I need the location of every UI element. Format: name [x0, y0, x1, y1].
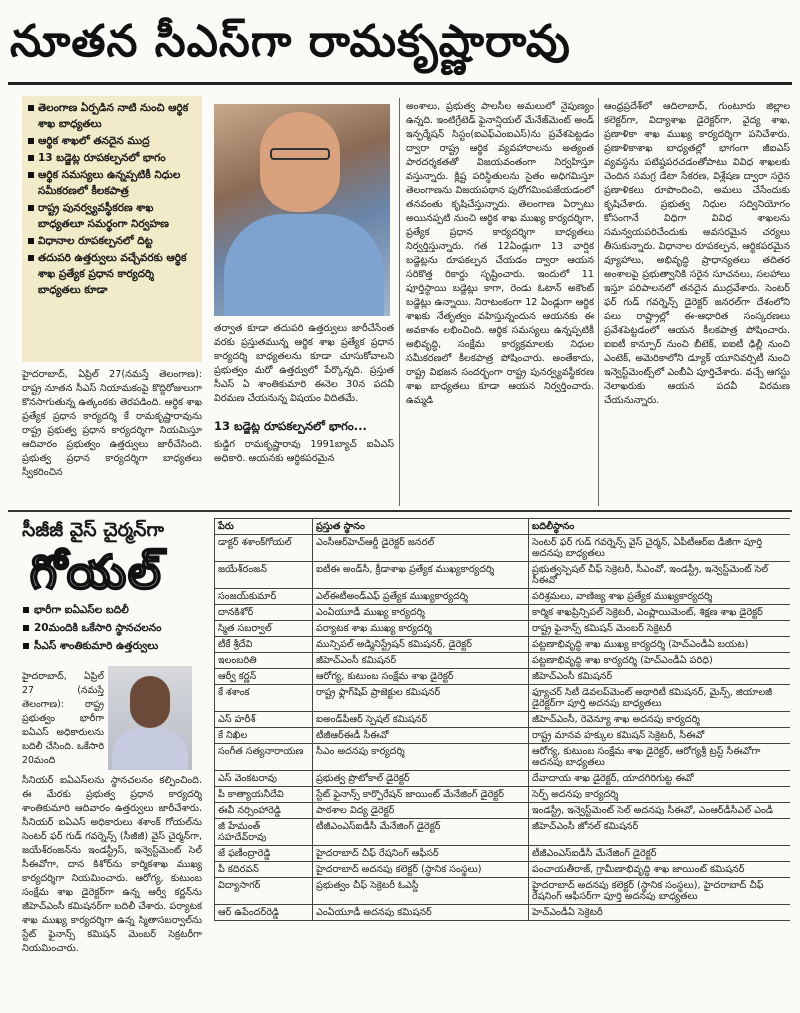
- table-cell: హైదరాబాద్ చీఫ్ రేషనింగ్ ఆఫీసర్: [313, 846, 529, 862]
- table-cell: ఫ్యూచర్ సిటీ డెవలప్‌మెంట్ అథారిటీ కమిషనర్, మైన్స్, జియాలజీ డైరెక్టర్‌గా పూర్తి అదనపు బాధ్యతలు: [529, 685, 791, 712]
- goyal-photo: [108, 666, 192, 770]
- table-cell: ఎంసీఆర్‌హెచ్ఆర్డీ డైరెక్టర్ జనరల్: [313, 535, 529, 562]
- table-header-cell: బదిలీస్థానం: [529, 519, 791, 535]
- table-cell: ప్రభుత్వస్పెషల్ చీఫ్ సెక్రెటరీ, సీఎంవో, ఇండస్ట్రీ, ఇన్వెస్ట్‌మెంట్ సెల్ సీఈవో: [529, 562, 791, 589]
- table-cell: జే ఫణీంద్రారెడ్డి: [215, 846, 313, 862]
- table-row: [215, 669, 791, 685]
- section2-title-line1: సీజీజీ వైస్ చైర్మన్‌గా: [22, 519, 164, 541]
- table-row: [215, 605, 791, 621]
- table-header-cell: ప్రస్తుత స్థానం: [313, 519, 529, 535]
- table-row: [215, 728, 791, 744]
- table-cell: రాష్ట్ర ఫైనాన్స్ కమిషన్ మెంబర్ సెక్రెటరీ: [529, 621, 791, 637]
- table-cell: పర్యాటక శాఖ ముఖ్య కార్యదర్శి: [313, 621, 529, 637]
- table-row: [215, 535, 791, 562]
- highlight-item: రాష్ట్ర పునర్వ్యవస్థీకరణ శాఖ బాధ్యతలూ సమర్థంగా నిర్వహణ: [26, 200, 198, 232]
- highlight-item: 13 బడ్జెట్ల రూపకల్పనలో భాగం: [26, 150, 198, 166]
- table-cell: పట్టణాభివృద్ధి శాఖ ముఖ్య కార్యదర్శి (హెచ్ఎండీఏ బయట): [529, 637, 791, 653]
- article-col1c: కుడ్డిగ రామకృష్ణారావు 1991బ్యాచ్ ఐఏఎస్ అధికారి. ఆయనకు ఆర్థికపరమైన: [214, 439, 394, 464]
- table-cell: ప్రభుత్వ ప్రొటోకాల్ డైరెక్టర్: [313, 771, 529, 787]
- highlights-list: [26, 100, 198, 298]
- highlight-item: విధానాల రూపకల్పనలో దిట్ట: [26, 233, 198, 249]
- table-row: [215, 712, 791, 728]
- table-cell: జీహెచ్ఎంసీ, రెవెన్యూ శాఖ అదనపు కార్యదర్శి: [529, 712, 791, 728]
- headline-rule: [8, 82, 792, 85]
- table-cell: కే శశాంక: [215, 685, 313, 712]
- table-cell: దేవాదాయ శాఖ డైరెక్టర్, యాదగిరిగుట్ట ఈవో: [529, 771, 791, 787]
- table-cell: ఈవీ నర్సింహారెడ్డి: [215, 803, 313, 819]
- table-row: [215, 621, 791, 637]
- table-row: [215, 878, 791, 905]
- table-cell: కార్మిక శాఖప్రిన్సిపల్ సెక్రెటరీ, ఎంప్లాయిమెంట్, శిక్షణ శాఖ డైరెక్టర్: [529, 605, 791, 621]
- highlights-box: [22, 96, 202, 362]
- table-cell: జీహెచ్ఎంసీ జోనల్ కమిషనర్: [529, 819, 791, 846]
- highlight-item: ఆర్థిక సమస్యలు ఉన్నప్పటికీ నిధుల సమీకరణలో కీలకపాత్ర: [26, 167, 198, 199]
- table-cell: ఎల్ఈటీఅండ్ఎఫ్ ప్రత్యేక ముఖ్యకార్యదర్శి: [313, 589, 529, 605]
- article-col2: అంశాలు, ప్రభుత్వ పాలసీల అమలులో నైపుణ్యం ఉన్నది. ఇంటిగ్రేటెడ్ ఫైనాన్షియల్ మేనేజ్‌మెంట్ అండ్ ఇన్ఫర్మేషన్ సిస్టం(ఐఎఫ్ఎంఐఎస్)ను ప్రవేశపెట్టడం ద్వారా రాష్ట్ర ఆర్థిక వ్యవహారాలను అత్యంత పారదర్శకతతో విజయవంతంగా నిర్వహిస్తూ వస్తున్నారు. క్లిష్ట పరిస్థితులను సైతం అధిగమిస్తూ తెలంగాణను విజయపథాన పురోగమింపజేయడంలో తనవంతు కృషిచేస్తున్నారు. తెలంగాణ ఏర్పాటు అయినప్పటి నుంచి ఆర్థిక శాఖ ముఖ్య కార్యదర్శిగా, ప్రత్యేక ప్రధాన కార్యదర్శిగా బాధ్యతలు నిర్వర్తిస్తున్నారు. గత 12ఏండ్లుగా 13 వార్షిక బడ్జెట్లను రూపకల్పన చేయడం ద్వారా ఆయన సరికొత్త రికార్డు సృష్టించారు. ఇందులో 11 పూర్తిస్థాయి బడ్జెట్లు కాగా, రెండు ఓటాన్ అకౌంట్ బడ్జెట్లు ఉన్నాయి. నిరాటంకంగా 12 ఏండ్లుగా ఆర్థిక శాఖకు నేతృత్వం వహిస్తున్నందున ఆయనకు ఈ అవకాశం లభించింది. ఆర్థిక సమస్యలు ఉన్నప్పటికీ అభివృద్ధి, సంక్షేమ కార్యక్రమాలకు నిధుల సమీకరణలో కీలకపాత్ర పోషించారు. అంతేకాదు, రాష్ట్ర విభజన సందర్భంగా రాష్ట్ర పునర్వ్యవస్థీకరణ శాఖ బాధ్యతలు కూడా ఆయన నిర్వర్తించారు. ఉమ్మడి: [406, 101, 594, 406]
- table-header-cell: పేరు: [215, 519, 313, 535]
- table-row: [215, 562, 791, 589]
- table-row: [215, 819, 791, 846]
- table-row: [215, 862, 791, 878]
- table-row: [215, 653, 791, 669]
- table-row: [215, 685, 791, 712]
- table-row: [215, 905, 791, 921]
- table-cell: ఎస్ వెంకటరావు: [215, 771, 313, 787]
- table-cell: సంగీత సత్యనారాయణ: [215, 744, 313, 771]
- article-col1b: తర్వాత కూడా తదుపరి ఉత్తర్వులు జారీచేసేంత వరకు ప్రస్తుతమున్న ఆర్థిక శాఖ ప్రత్యేక ప్రధాన కార్యదర్శి బాధ్యతలను కూడా చూసుకోవాలని ప్రభుత్వం మరో ఉత్తర్వులో పేర్కొన్నది. ప్రస్తుత సీఎస్ ఏ శాంతికుమారి ఈనెల 30న పదవీ విరమణ చేయనున్న విషయం విదితమే.: [214, 323, 394, 404]
- table-cell: ఆరోగ్య, కుటుంబ సంక్షేమ శాఖ డైరెక్టర్, ఆరోగ్యశ్రీ ట్రస్ట్ సీఈవోగా అదనపు బాధ్యతలు: [529, 744, 791, 771]
- highlight-item: తెలంగాణ ఏర్పడిన నాటి నుంచి ఆర్థిక శాఖ బాధ్యతలు: [26, 100, 198, 132]
- table-cell: ఆరోగ్య, కుటుంబ సంక్షేమ శాఖ డైరెక్టర్: [313, 669, 529, 685]
- table-row: [215, 589, 791, 605]
- table-row: [215, 846, 791, 862]
- table-cell: స్టేట్ ఫైనాన్స్ కార్పొరేషన్ జాయింట్ మేనేజింగ్ డైరెక్టర్: [313, 787, 529, 803]
- table-cell: టీజీఎంఎస్ఐడీసీ మేనేజింగ్ డైరెక్టర్: [529, 846, 791, 862]
- table-cell: మున్సిపల్ అడ్మినిస్ట్రేషన్ కమిషనర్, డైరెక్టర్: [313, 637, 529, 653]
- table-cell: ఐఅండ్‌పీఆర్ స్పెషల్ కమిషనర్: [313, 712, 529, 728]
- ramakrishna-rao-photo: [214, 104, 390, 316]
- section2-body-b: సీనియర్ ఐఏఎస్‌లను స్థానచలనం కల్పించింది. ఈ మేరకు ప్రభుత్వ ప్రధాన కార్యదర్శి శాంతికుమారి ఆదివారం ఉత్తర్వులు జారీచేశారు. సీనియర్ ఐఏఎస్ అధికారులు శశాంక్ గోయల్‌ను సెంటర్ ఫర్ గుడ్ గవర్నెన్స్ (సీజీజీ) వైస్ చైర్మన్‌గా, జయేశ్‌రంజన్‌ను ఇండస్ట్రీస్, ఇన్వెస్ట్‌మెంట్ సెల్ సీఈవోగా, దాన కిశోర్‌ను కార్మికశాఖ ముఖ్య కార్యదర్శిగా నియమించారు. ఆరోగ్య, కుటుంబ సంక్షేమ శాఖ డైరెక్టర్‌గా ఉన్న ఆర్వీ కర్ణన్‌ను జీహెచ్ఎంసీ కమిషనర్‌గా బదిలీ చేశారు. పర్యాటక శాఖ ముఖ్య కార్యదర్శిగా ఉన్న స్మితాసబర్వాల్‌ను స్టేట్ ఫైనాన్స్ కమిషన్ మెంబర్ సెక్రటరీగా నియమించారు.: [22, 775, 202, 954]
- table-cell: హెచ్ఎండీఏ సెక్రెటరీ: [529, 905, 791, 921]
- table-cell: ఎస్ హరీశ్: [215, 712, 313, 728]
- section-divider: [8, 510, 792, 512]
- table-cell: రాష్ట్ర మానవ హక్కుల కమిషన్ సెక్రెటరీ, సీఈవో: [529, 728, 791, 744]
- table-cell: స్మిత సబర్వాల్: [215, 621, 313, 637]
- table-cell: దానకిశోర్: [215, 605, 313, 621]
- table-cell: విద్యాసాగర్: [215, 878, 313, 905]
- table-cell: జీహెచ్ఎంసీ కమిషనర్: [313, 653, 529, 669]
- highlight-item: ఆర్థిక శాఖలో తనదైన ముద్ర: [26, 133, 198, 149]
- table-cell: ఆర్ ఉపేందర్‌రెడ్డి: [215, 905, 313, 921]
- table-cell: సీఎం అదనపు కార్యదర్శి: [313, 744, 529, 771]
- table-cell: ఆర్వీ కర్ణన్: [215, 669, 313, 685]
- table-row: [215, 787, 791, 803]
- table-cell: పీ కాత్యాయనీదేవి: [215, 787, 313, 803]
- section2-body-a: హైదరాబాద్, ఏప్రిల్ 27 (నమస్తే తెలంగాణ): రాష్ట్ర ప్రభుత్వం భారీగా ఐఏఎస్ అధికారులను బదిలీ చేసింది. ఒకేసారి 20మంది: [22, 671, 104, 766]
- article-col1: హైదరాబాద్, ఏప్రిల్ 27(నమస్తే తెలంగాణ): రాష్ట్ర నూతన సీఎస్ నియామకంపై కొద్దిరోజులుగా కొనసాగుతున్న ఉత్కంఠకు తెరపడింది. ఆర్థిక శాఖ ప్రత్యేక ప్రధాన కార్యదర్శి కే రామకృష్ణారావును రాష్ట్ర ప్రభుత్వ ప్రధాన కార్యదర్శిగా నియమిస్తూ ఆదివారం ప్రభుత్వం ఉత్తర్వులు జారీచేసింది. ప్రభుత్వ ప్రధాన కార్యదర్శిగా బాధ్యతలు స్వీకరించిన: [22, 369, 202, 478]
- transfers-table-wrap: [214, 518, 790, 1006]
- table-row: [215, 637, 791, 653]
- transfers-table: [214, 518, 790, 921]
- table-cell: కే నిఖిల: [215, 728, 313, 744]
- section2-title-line2: గోయల్: [30, 545, 163, 599]
- table-cell: జయేశ్‌రంజన్: [215, 562, 313, 589]
- table-cell: ఇండస్ట్రీ, ఇన్వెస్ట్‌మెంట్ సెల్ అదనపు సీఈవో, ఎంఆర్‌డీసీఎల్ ఎండీ: [529, 803, 791, 819]
- table-cell: టీజీఎంఎస్ఐడీసీ మేనేజింగ్ డైరెక్టర్: [313, 819, 529, 846]
- section2-bullets: [22, 602, 202, 656]
- section2-bullet: 20మందికి ఒకేసారి స్థానచలనం: [22, 620, 202, 636]
- section2-bullet: భారీగా ఐఏఎస్‌ల బదిలీ: [22, 602, 202, 618]
- table-cell: ప్రభుత్వం చీఫ్ సెక్రెటరీ ఓఎస్డీ: [313, 878, 529, 905]
- table-cell: పాఠశాల విద్య డైరెక్టర్: [313, 803, 529, 819]
- table-cell: ఎంఏయూడీ అదనపు కమిషనర్: [313, 905, 529, 921]
- table-cell: సెర్ప్ అదనపు కార్యదర్శి: [529, 787, 791, 803]
- table-cell: హైదరాబాద్ అదనపు కలెక్టర్ (స్థానిక సంస్థలు): [313, 862, 529, 878]
- table-cell: ఎంఏయూడీ ముఖ్య కార్యదర్శి: [313, 605, 529, 621]
- table-cell: హైదరాబాద్ అదనపు కలెక్టర్ (స్థానిక సంస్థలు), హైదరాబాద్ చీఫ్ రేషనింగ్ ఆఫీసర్‌గా పూర్తి అదనపు బాధ్యతలు: [529, 878, 791, 905]
- highlight-item: తదుపరి ఉత్తర్వులు వచ్చేవరకు ఆర్థిక శాఖ ప్రత్యేక ప్రధాన కార్యదర్శి బాధ్యతలు కూడా: [26, 250, 198, 298]
- table-header-row: [215, 519, 791, 535]
- table-cell: డాక్టర్ శశాంక్‌గోయల్: [215, 535, 313, 562]
- table-row: [215, 803, 791, 819]
- table-cell: పంచాయతీరాజ్, గ్రామీణాభివృద్ధి శాఖ జాయింట్ కమిషనర్: [529, 862, 791, 878]
- table-row: [215, 771, 791, 787]
- section2-bullet: సీఎస్ శాంతికుమారి ఉత్తర్వులు: [22, 638, 202, 654]
- table-cell: ఐటీఈ అండ్‌సీ, క్రీడాశాఖ ప్రత్యేక ముఖ్యకార్యదర్శి: [313, 562, 529, 589]
- column-divider: [399, 98, 400, 506]
- table-row: [215, 744, 791, 771]
- table-cell: టీకే శ్రీదేవి: [215, 637, 313, 653]
- article-subhead: 13 బడ్జెట్ల రూపకల్పనలో భాగం...: [214, 419, 367, 433]
- table-cell: జీ హేమంత్ సహదేవ్‌రావు: [215, 819, 313, 846]
- article-col3: ఆంధ్రప్రదేశ్‌లో ఆదిలాబాద్, గుంటూరు జిల్లాల కలెక్టర్‌గా, విద్యాశాఖ డైరెక్టర్‌గా, వైద్య శాఖ, ప్రణాళికా శాఖ ముఖ్య కార్యదర్శిగా పనిచేశారు. ప్రణాళికాశాఖ బాధ్యతల్లో భాగంగా జీఐఎస్ వ్యవస్థను పటిష్ఠపరచడంతోపాటు వివిధ శాఖలకు చెందిన సమగ్ర డేటా సేకరణ, విశ్లేషణ ద్వారా సరైన ప్రణాళికలు రూపొందించి, అమలు చేసేందుకు కృషిచేశారు. ప్రభుత్వ నిధుల సద్వినియోగం కోసంగానే విధిగా వివిధ శాఖలను సమన్వయపరిచేందుకు అవసరమైన చర్యలు తీసుకున్నారు. విధానాల రూపకల్పన, ఆర్థికపరమైన వ్యూహాలు, అభివృద్ధి ప్రాధాన్యతలు తదితర అంశాలపై ప్రభుత్వానికి సరైన సూచనలు, సలహాలు ఇస్తూ పరిపాలనలో తనదైన ముద్రవేశారు. సెంటర్ ఫర్ గుడ్ గవర్నెన్స్ డైరెక్టర్ జనరల్‌గా దేశంలోని పలు రాష్ట్రాల్లో ఈ-ఆధారిత సంస్కరణలు ప్రవేశపెట్టడంలో ఆయన కీలకపాత్ర పోషించారు. ఐఐటీ కాన్పూర్ నుంచి బీటెక్, ఐఐటీ ఢిల్లీ నుంచి ఎంటెక్, అమెరికాలోని డ్యూక్ యూనివర్సిటీ నుంచి ఇన్వెస్ట్‌మెంట్స్‌లో ఎంబీఏ పూర్తిచేశారు. వచ్చే ఆగస్టు నెలాఖరుకు ఆయన పదవీ విరమణ చేయనున్నారు.: [604, 101, 790, 406]
- table-cell: సంజయ్‌కుమార్: [215, 589, 313, 605]
- table-cell: సెంటర్ ఫర్ గుడ్ గవర్నెన్స్ వైస్ చైర్మన్, ఏపీటీఆర్‌ఐ డీజీగా పూర్తి అదనపు బాధ్యతలు: [529, 535, 791, 562]
- table-cell: రాష్ట్ర ఫ్లాగ్‌షిప్ ప్రాజెక్టుల కమిషనర్: [313, 685, 529, 712]
- table-cell: జీహెచ్ఎంసీ కమిషనర్: [529, 669, 791, 685]
- headline: నూతన సీఎస్‌గా రామకృష్ణారావు: [10, 16, 571, 67]
- table-cell: పరిశ్రమలు, వాణిజ్య శాఖ ప్రత్యేక ముఖ్యకార్యదర్శి: [529, 589, 791, 605]
- table-cell: పట్టణాభివృద్ధి శాఖ కార్యదర్శి (హెచ్ఎండీఏ పరిధి): [529, 653, 791, 669]
- table-cell: ఇలంబరితి: [215, 653, 313, 669]
- column-divider: [598, 98, 599, 506]
- table-cell: పీ కదిరవన్: [215, 862, 313, 878]
- table-cell: టీజీఆర్‌ఈడీ సీఈవో: [313, 728, 529, 744]
